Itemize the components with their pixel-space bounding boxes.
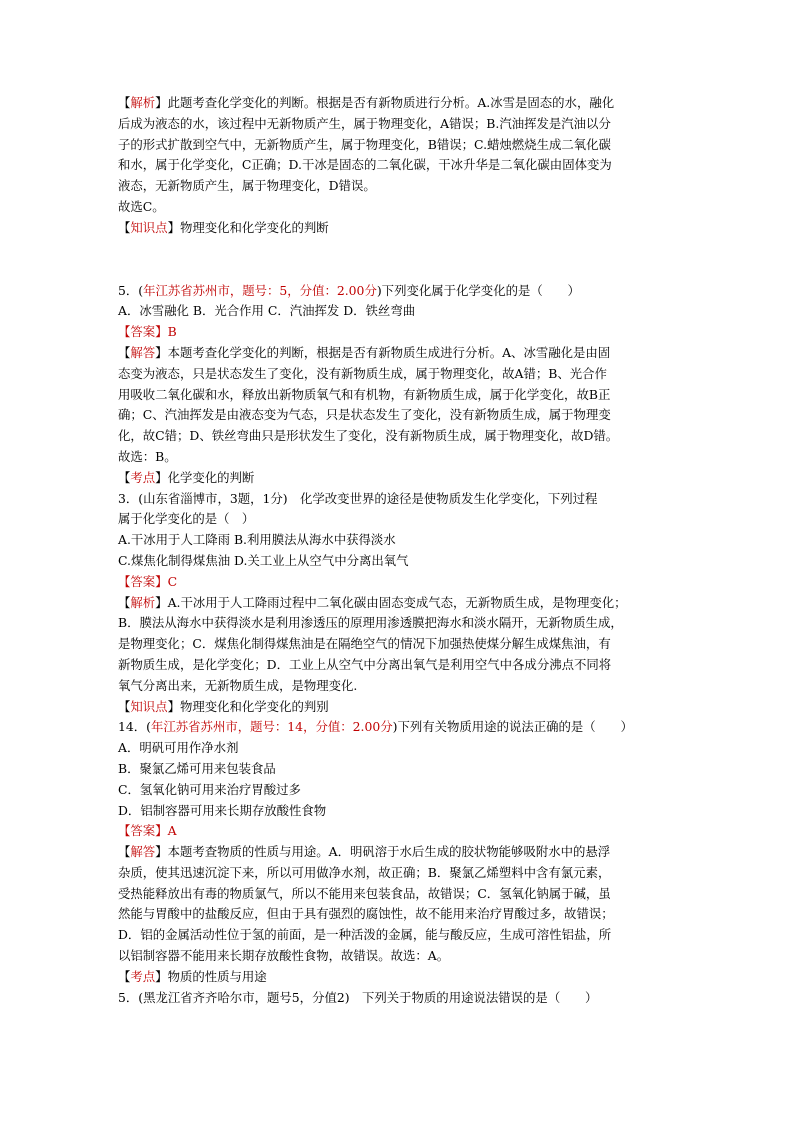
- q4-option-a: A．明矾可用作净水剂: [118, 740, 239, 756]
- q4-stem: 14．(年江苏省苏州市，题号：14，分值：2.00分)下列有关物质用途的说法正确的是（ ）: [118, 719, 633, 735]
- q2-answer: 【答案】B: [118, 324, 177, 340]
- analysis-tag: 解析: [130, 594, 156, 610]
- q3-stem-line-2: 属于化学变化的是（ ）: [118, 511, 255, 527]
- q4-explain-line-1: 【解答】本题考查物质的性质与用途。A．明矾溶于水后生成的胶状物能够吸附水中的悬浮: [118, 844, 611, 860]
- question-source: 年江苏省苏州市，题号：5，分值：2.00分: [143, 282, 377, 298]
- explain-tag: 解答: [130, 844, 156, 860]
- q3-options-1: A.干冰用于人工降雨 B.利用膜法从海水中获得淡水: [118, 532, 396, 548]
- q4-explain-line-4: 然能与胃酸中的盐酸反应，但由于具有强烈的腐蚀性，故不能用来治疗胃酸过多，故错误；: [118, 906, 614, 922]
- q3-analysis-line-2: B．膜法从海水中获得淡水是利用渗透压的原理用渗透膜把海水和淡水隔开，无新物质生成，: [118, 615, 623, 631]
- q1-analysis-line-5: 液态，无新物质产生，属于物理变化，D错误。: [118, 178, 376, 194]
- q1-analysis-line-4: 和水，属于化学变化，C正确；D.干冰是固态的二氧化碳，干冰升华是二氧化碳由固体变为: [118, 157, 612, 173]
- q4-answer: 【答案】A: [118, 823, 177, 839]
- exam-point-tag: 考点: [130, 469, 156, 485]
- q3-analysis-line-4: 新物质生成，是化学变化；D．工业上从空气中分离出氧气是利用空气中各成分沸点不同将: [118, 656, 612, 672]
- analysis-tag: 解析: [130, 95, 156, 110]
- q4-option-d: D．铝制容器可用来长期存放酸性食物: [118, 802, 327, 818]
- q3-knowledge-point: 【知识点】物理变化和化学变化的判别: [118, 698, 329, 714]
- q2-exam-point: 【考点】化学变化的判断: [118, 469, 255, 485]
- section-gap: [118, 239, 678, 281]
- q2-explain-line-1: 【解答】本题考查化学变化的判断，根据是否有新物质生成进行分析。A、冰雪融化是由固: [118, 344, 611, 360]
- document-page: [118, 93, 678, 1008]
- q3-analysis-line-1: 【解析】A.干冰用于人工降雨过程中二氧化碳由固态变成气态，无新物质生成，是物理变化；: [118, 594, 627, 610]
- q1-choose: 故选C。: [118, 198, 165, 214]
- q3-stem-line-1: 3．(山东省淄博市，3题，1分) 化学改变世界的途径是使物质发生化学变化，下列过程: [118, 490, 598, 506]
- q2-explain-line-3: 用吸收二氧化碳和水，释放出新物质氧气和有机物，有新物质生成，属于化学变化，故B正: [118, 386, 611, 402]
- q3-analysis-line-5: 氧气分离出来，无新物质生成，是物理变化.: [118, 677, 358, 693]
- q1-analysis-line-2: 后成为液态的水，该过程中无新物质产生，属于物理变化，A错误；B.汽油挥发是汽油以分: [118, 115, 611, 131]
- q2-stem: 5．(年江苏省苏州市，题号：5，分值：2.00分)下列变化属于化学变化的是（ ）: [118, 282, 580, 298]
- q4-explain-line-6: 以铝制容器不能用来长期存放酸性食物，故错误。故选：A。: [118, 948, 450, 964]
- q2-explain-line-6: 故选：B。: [118, 448, 177, 464]
- q2-explain-line-5: 化，故C错；D、铁丝弯曲只是形状发生了变化，没有新物质生成，属于物理变化，故D错。: [118, 428, 619, 444]
- explain-tag: 解答: [130, 344, 156, 360]
- exam-point-tag: 考点: [130, 968, 156, 984]
- knowledge-point-tag: 知识点: [130, 698, 168, 714]
- q2-explain-line-4: 确；C、汽油挥发是由液态变为气态，只是状态发生了变化，没有新物质生成，属于物理变: [118, 407, 611, 423]
- q4-explain-line-3: 受热能释放出有毒的物质氯气，所以不能用来包装食品，故错误；C．氢氧化钠属于碱，虽: [118, 885, 611, 901]
- q4-explain-line-2: 杂质，使其迅速沉淀下来，所以可用做净水剂，故正确；B．聚氯乙烯塑料中含有氯元素，: [118, 864, 611, 880]
- q1-analysis-line-1: 【解析】此题考查化学变化的判断。根据是否有新物质进行分析。A.冰雪是固态的水，融化: [118, 95, 615, 110]
- q1-knowledge-point: 【知识点】物理变化和化学变化的判断: [118, 219, 329, 235]
- q1-analysis-line-3: 子的形式扩散到空气中，无新物质产生，属于物理变化，B错误；C.蜡烛燃烧生成二氧化碳: [118, 136, 611, 152]
- q3-answer: 【答案】C: [118, 573, 178, 589]
- q2-explain-line-2: 态变为液态，只是状态发生了变化，没有新物质生成，属于物理变化，故A错；B、光合作: [118, 365, 607, 381]
- q4-explain-line-5: D．铝的金属活动性位于氢的前面，是一种活泼的金属，能与酸反应，生成可溶性铝盐，所: [118, 927, 612, 943]
- q4-option-c: C．氢氧化钠可用来治疗胃酸过多: [118, 781, 301, 797]
- q2-options: A．冰雪融化 B．光合作用 C．汽油挥发 D．铁丝弯曲: [118, 303, 416, 319]
- q4-option-b: B．聚氯乙烯可用来包装食品: [118, 760, 276, 776]
- q3-analysis-line-3: 是物理变化；C．煤焦化制得煤焦油是在隔绝空气的情况下加强热使煤分解生成煤焦油，有: [118, 636, 611, 652]
- knowledge-point-tag: 知识点: [130, 219, 168, 235]
- question-source: 年江苏省苏州市，题号：14，分值：2.00分: [151, 719, 393, 735]
- q5-stem: 5．(黑龙江省齐齐哈尔市，题号5，分值2) 下列关于物质的用途说法错误的是（ ）: [118, 989, 598, 1005]
- q3-options-2: C.煤焦化制得煤焦油 D.关工业上从空气中分离出氧气: [118, 552, 409, 568]
- q4-exam-point: 【考点】物质的性质与用途: [118, 968, 267, 984]
